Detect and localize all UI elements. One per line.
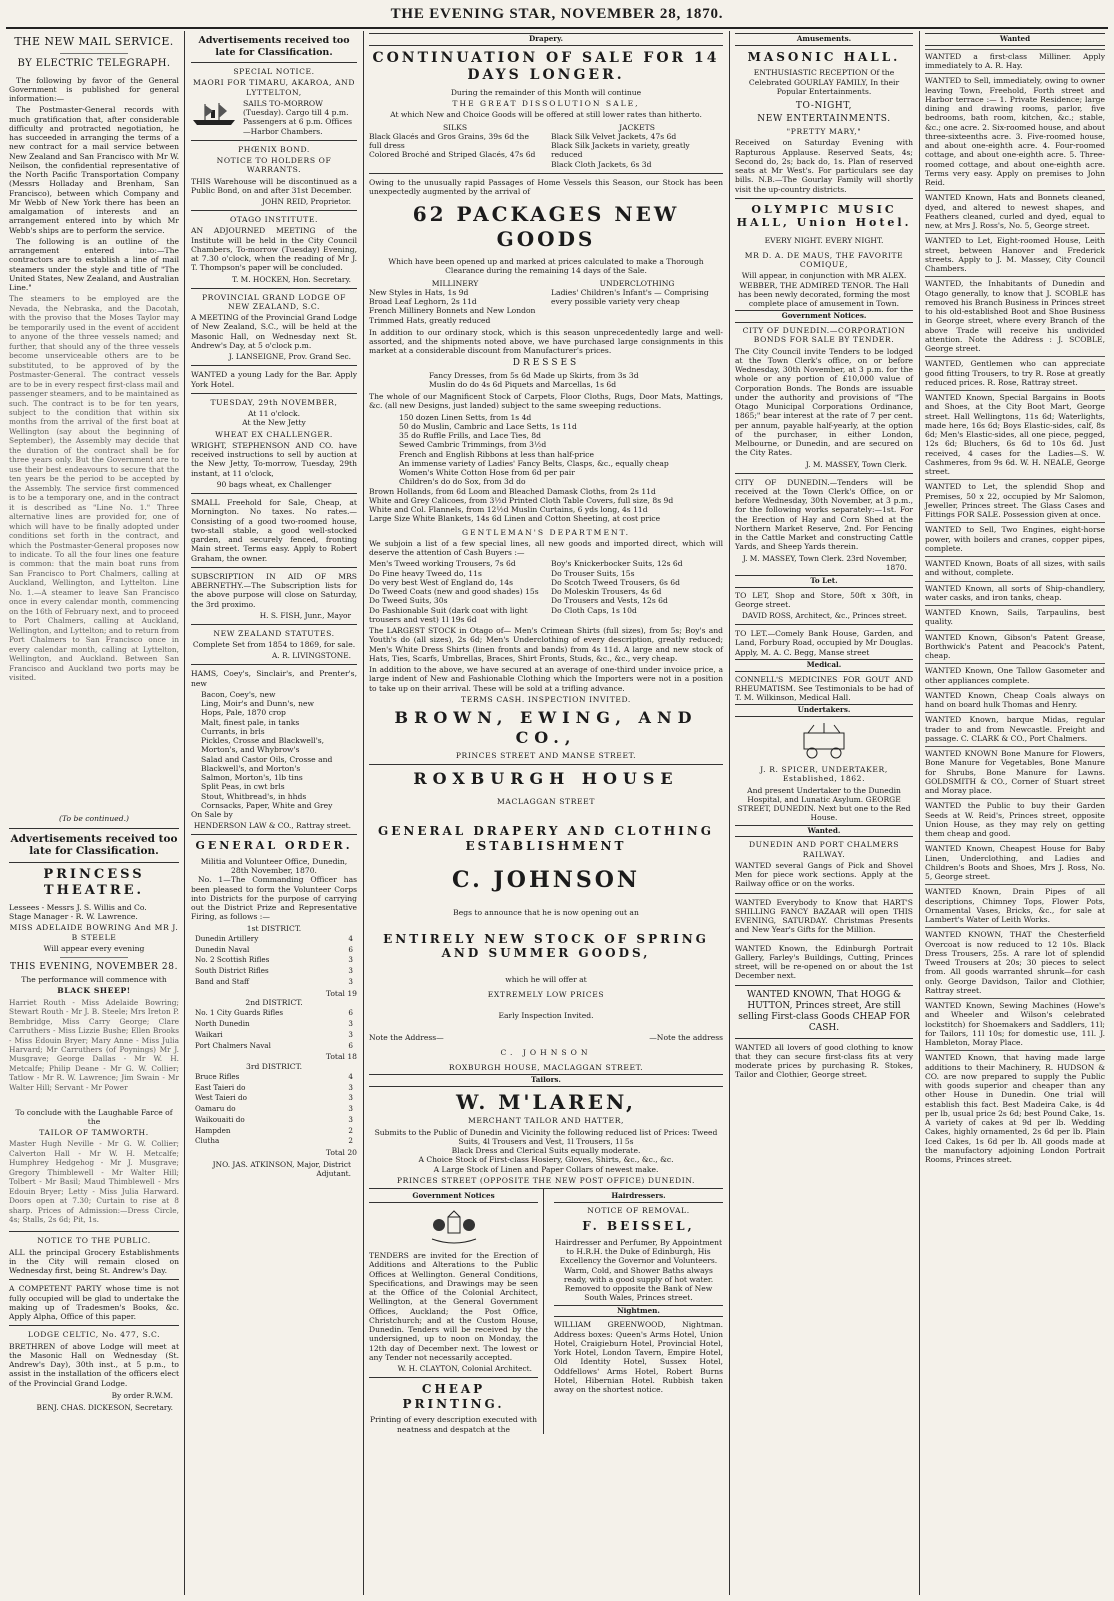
note-right: —Note the address — [649, 1032, 723, 1042]
warrants-body: THIS Warehouse will be discontinued as a Public Bond, on and after 31st December. — [191, 176, 357, 195]
maori-title: MAORI FOR TIMARU, AKAROA, AND LYTTELTON, — [192, 78, 356, 97]
tenders-body: TENDERS are invited for the Erection of Additions and Alterations to the Public Offices at Wellington. General Conditions, Specifications, and Drawings may be seen at the Office of the Colonial Architect, Wellington, at the General Government Offices, Auckland; the Post Office, Christchurch; and at the Custom House, Dunedin. Tenders will be received by the undersigned, up to noon on Monday, the 12th day of December next. The lowest or any Tender not necessarily accepted. — [369, 1251, 538, 1362]
district-count: 3 — [348, 1082, 353, 1092]
largest-text: The LARGEST STOCK in Otago of— Men's Crimean Shirts (full sizes), from 5s; Boy's and Youth's do (all sizes), 2s 6d; Men's Underclothing of every description, greatly reduced; Men's White Dress Shirts (linen fronts and bands) from 4s 11d. A large and new stock of Hats, Ties, Scarfs, Umbrellas, Braces, Shirt Fronts, Studs, &c., &c., very cheap. — [369, 626, 723, 663]
note-left: Note the Address— — [369, 1032, 444, 1042]
district-count: 2 — [348, 1125, 353, 1135]
gents-lists — [369, 559, 723, 624]
theatre-will: Will appear every evening — [43, 943, 145, 953]
district-row — [193, 978, 355, 987]
statutes-sig: A. R. LIVINGSTONE. — [271, 651, 351, 661]
district-corps: Hampden — [195, 1125, 231, 1135]
district-table — [191, 1007, 357, 1052]
wanted-ad: WANTED Known, barque Midas, regular trader to and from Newcastle. Freight and passage. C. CLARK & CO., Port Chalmers. — [925, 712, 1105, 743]
wanted-party-ad: A COMPETENT PARTY whose time is not fully occupied will be glad to undertake the making up of Tradesmen's Books, &c. Apply Alpha, Office of this paper. — [9, 1284, 179, 1322]
continued-note: (To be continued.) — [59, 814, 129, 824]
grand-lodge-sig: J. LANSEIGNE, Prov. Grand Sec. — [228, 352, 351, 362]
city-title: CITY OF DUNEDIN.—CORPORATION BONDS FOR SALE BY TENDER. — [742, 326, 906, 345]
gents-title: GENTLEMAN'S DEPARTMENT. — [461, 527, 630, 537]
johnson-low: EXTREMELY LOW PRICES — [487, 990, 605, 1000]
special-notice: SPECIAL NOTICE. — [233, 67, 315, 77]
district-corps: West Taieri do — [195, 1093, 247, 1103]
masthead — [0, 0, 1114, 26]
district-count: 4 — [348, 1071, 353, 1081]
roxburgh-title: ROXBURGH HOUSE — [413, 769, 679, 789]
sale-great: THE GREAT DISSOLUTION SALE, — [452, 99, 640, 109]
section-header: Drapery. — [369, 33, 723, 46]
masthead-title: THE EVENING STAR, NOVEMBER 28, 1870. — [390, 6, 724, 22]
district-corps: East Taieri do — [195, 1082, 246, 1092]
theatre-play: BLACK SHEEP! — [57, 986, 131, 996]
theatre-farce: To conclude with the Laughable Farce of the — [15, 1107, 173, 1126]
order-title: GENERAL ORDER. — [195, 839, 353, 853]
wanted-ad: WANTED Known, Gibson's Patent Grease, Borthwick's Patent and Peacock's Patent, cheap. — [925, 630, 1105, 661]
gents-right: Boy's Knickerbocker Suits, 12s 6d Do Trouser Suits, 15s Do Scotch Tweed Trousers, 6s 6d Do Moleskin Trousers, 4s 6d Do Trousers and Vests, 12s 6d Do Cloth Caps, 1s 10d — [551, 559, 683, 615]
farce-cast: Master Hugh Neville - Mr G. W. Collier; Calverton Hall - Mr W. H. Metcalfe; Humphrey Hedgehog - Mr J. Musgrave; Gregory Thimblewell - Mr Walter Hill; Tolbert - Mr Basil; Maud Thimblewell - Mrs Edouin Bryer; Letty - Miss Julia Harward. Doors open at 7.30; Curtain to rise at 8 sharp. Prices of Admission:—Dress Circle, 4s; Stalls, 2s 6d; Pit, 1s. — [9, 1139, 179, 1225]
district-row — [193, 1137, 355, 1146]
spicer-body: And present Undertaker to the Dunedin Hospital, and Lunatic Asylum. GEORGE STREET, DUNEDIN. Next but one to the Red House. — [737, 785, 911, 823]
column-2 — [186, 31, 362, 1595]
district-count: 6 — [348, 1008, 353, 1018]
district-total: Total 20 — [325, 1148, 357, 1158]
district-row — [193, 1042, 355, 1051]
warrants-title: NOTICE TO HOLDERS OF WARRANTS. — [216, 156, 332, 175]
subscription-sig: H. S. FISH, Junr., Mayor — [259, 610, 351, 620]
statutes-title: NEW ZEALAND STATUTES. — [213, 628, 335, 638]
district-total: Total 19 — [325, 988, 357, 998]
hearse-icon — [794, 721, 854, 761]
millinery-title: MILLINERY — [431, 278, 479, 288]
district-title: 3rd DISTRICT. — [246, 1061, 302, 1071]
theatre-comedy: The performance will commence with — [21, 975, 167, 985]
packages-body: Which have been opened up and marked at prices calculated to make a Thorough Clearance during the remaining 14 days of the Sale. — [388, 257, 704, 276]
district-count: 3 — [348, 1104, 353, 1114]
masonic-body: Received on Saturday Evening with Rapturous Applause. Reserved Seats, 4s; Second do, 2s; back do, 1s. Plan of reserved seats at Mr West's. For particulars see day bills. N.B.—The Gourlay Family will shortly visit the up-country districts. — [735, 138, 913, 194]
gents-intro: We subjoin a list of a few special lines, all new goods and imported direct, which will deserve the attention of Cash Buyers :— — [369, 538, 723, 558]
masonic-new-ent: NEW ENTERTAINMENTS. — [757, 114, 891, 125]
medical-body: CONNELL'S MEDICINES FOR GOUT AND RHEUMATISM. See Testimonials to be had of T. M. Wilkinson, Medical Hall. — [735, 674, 913, 703]
terms-text: TERMS CASH. INSPECTION INVITED. — [461, 694, 631, 704]
district-count: 3 — [348, 966, 353, 976]
order-sig: JNO. JAS. ATKINSON, Major, District Adjutant. — [212, 1159, 351, 1178]
wanted-ad: WANTED to Sell, immediately, owing to owner leaving Town, Freehold, Forth street and Harbor terrace :— 1. Private Residence; large dining and drawing rooms, parlor, five bedrooms, bath room, kitchen, &c.; stable, &c.; one acre. 2. Six-roomed house, and about three-sixteenths acre. 3. Five-roomed house, and about one-eighth acre. 4. Four-roomed cottage, and about one-eighth acre. 5. Three-roomed cottage, and about one-eighth acre. Terms very easy. Apply on premises to John Reid. — [925, 73, 1105, 187]
district-corps: South District Rifles — [195, 966, 269, 976]
silks-jackets — [369, 123, 723, 169]
article-body-continued: The steamers to be employed are the Nevada, the Nebraska, and the Dacotah, with the proviso that the Moses Taylor may be temporarily used in the event of accident to anyone of the three vessels named; and further, that should any of the three vessels become unserviceable others are to be substituted, to be approved of by the Postmaster-General. The contract vessels are to be in every respect first-class mail and passenger steamers, and to be maintained as such. The contract is to be for ten years, subject to the condition that within six months from the arrival of the first boat at Wellington (say about the beginning of September), the Assembly may decide that the duration of the contract shall be for three years only. But the Government are to use their best endeavours to secure that the ten years be the period to be accepted by the Assembly. The service first commenced is to be a temporary one, and in the contract it is described as "Line No. 1." Three alternative lines are provided for, one of which will have to be finally adopted under conditions set forth in the contract, and which the Postmaster-General proposes now to indicate. To all the four lines one feature is common: that the main boat runs from San Francisco to Port Chalmers, calling at Auckland, Wellington, and Lyttelton. Line No. 1.—A steamer to leave San Francisco once in every calendar month, commencing on the 16th of February next, and to proceed to Port Chalmers, calling at Auckland, Wellington, and Lyttelton; and to return from Port Chalmers to San Francisco once in every calendar month, calling at Lyttelton, Wellington, and Auckland. Between San Francisco and Auckland two ports may be visited. — [9, 294, 179, 683]
mlaren-address: PRINCES STREET (OPPOSITE THE NEW POST OFFICE) DUNEDIN. — [396, 1175, 696, 1185]
masonic-title: MASONIC HALL. — [747, 49, 901, 64]
section-header: Government Notices — [369, 1191, 538, 1203]
subscription-ad: SUBSCRIPTION IN AID OF MRS ABERNETHY.—The Subscription lists for the above purpose will close on Saturday, the 3rd proximo. — [191, 571, 357, 609]
article-paragraph: The following by favor of the General Government is published for general information:— — [9, 75, 179, 104]
johnson-begs: Begs to announce that he is now opening out an — [453, 908, 639, 918]
district-count: 3 — [348, 976, 353, 986]
railway-body: WANTED several Gangs of Pick and Shovel Men for piece work sections. Apply at the Railway office or on the works. — [735, 860, 913, 889]
wanted-ad: WANTED to Let, Eight-roomed House, Leith street, between Hanover and Frederick streets. Apply to J. M. Massey, City Council Chambers. — [925, 233, 1105, 273]
wanted-ad: WANTED, the Inhabitants of Dunedin and Otago generally, to know that J. SCOBLE has removed his Branch Business in Princes street to his old-established Boot and Shoe Business in George street, where every Branch of the above Trade will receive his undivided attention. Note the Address : J. SCOBLE, George street. — [925, 276, 1105, 353]
wanted-ad: WANTED Known, that having made large additions to their Machinery, R. HUDSON & CO. are now prepared to supply the Public with goods superior and cheaper than any other House in Dunedin. One trial will establish this fact. Best Madeira Cake, is 4d per lb, usual price 2s 6d; best Pound Cake, 1s. A variety of cakes at 9d per lb. Wedding Cakes, highly ornamented, 2s 6d per lb. Plain Iced Cakes, 1s 6d per lb. All goods made at the manufactory adjoining London Portrait Rooms, Princes street. — [925, 1050, 1105, 1164]
order-body: No. 1—The Commanding Officer has been pleased to form the Volunteer Corps into Districts for the purpose of carrying out the District Prize and Representative Firing, as follows :— — [191, 875, 357, 922]
cheap-title: CHEAP PRINTING. — [402, 1382, 505, 1411]
hollands-list: Brown Hollands, from 6d Loom and Bleached Damask Cloths, from 2s 11d White and Grey Calicoes, from 3½d Printed Cloth Table Covers, full size, 8s 9d White and Col. Flannels, from 12½d Muslin Curtains, 6 yds long, 4s 11d Large Size White Blankets, 14s 6d Linen and Cotton Sheeting, at cost price — [369, 486, 674, 524]
district-corps: Dunedin Naval — [195, 944, 250, 954]
dresses-title: DRESSES — [512, 357, 580, 368]
auction-place: At the New Jetty — [242, 418, 306, 428]
masonic-reception: ENTHUSIASTIC RECEPTION Of the Celebrated GOURLAY FAMILY, In their Popular Entertainments. — [748, 68, 900, 96]
grand-lodge-body: A MEETING of the Provincial Grand Lodge of New Zealand, S.C., will be held at the Masonic Hall, on Wednesday next St. Andrew's Day, at 5 o'clock p.m. — [191, 313, 357, 350]
lodge-body: BRETHREN of above Lodge will meet at the Masonic Hall on Wednesday (St. Andrew's Day), 30th inst., at 5 p.m., to assist in the installation of the officers elect of the Provincial Grand Lodge. — [9, 1341, 179, 1388]
carpets-text: The whole of our Magnificent Stock of Carpets, Floor Cloths, Rugs, Door Mats, Mattings, &c. (all new Designs, just landed) subject to the same sweeping reductions. — [369, 392, 723, 411]
theatre-title: PRINCESS THEATRE. — [43, 867, 145, 899]
district-row — [193, 1094, 355, 1103]
hogg-ad: WANTED KNOWN, That HOGG & HUTTON, Princes street, Are still selling First-class Goods CHEAP FOR CASH. — [738, 989, 910, 1033]
wanted-ad: WANTED Known, Sewing Machines (Howe's and Wheeler and Wilson's celebrated lockstitch) for Shoemakers and Saddlers, 11l; for Tailors, 11l 10s; for domestic use, 11l. J. Hambleton, Moray Place. — [925, 998, 1105, 1047]
addition2-text: In addition to the above, we have secured at an average of one-third under invoice price, a large indent of New and Fashionable Clothing which the Importers were not in a position to take up on their arrival. These will be sold at a trifling advance. — [369, 665, 723, 693]
column-4 — [730, 31, 918, 1595]
tolet1-body: TO LET, Shop and Store, 50ft x 30ft, in George street. — [735, 590, 913, 609]
packages-title: 62 PACKAGES NEW GOODS — [412, 202, 680, 251]
auction-date: TUESDAY, 29th NOVEMBER, — [210, 397, 338, 407]
district-corps: Band and Staff — [195, 976, 250, 986]
notice-title: NOTICE TO THE PUBLIC. — [37, 1236, 151, 1246]
millinery-list: New Styles in Hats, 1s 9d Broad Leaf Leghorn, 2s 11d French Millinery Bonnets and New London Trimmed Hats, greatly reduced — [369, 287, 536, 325]
district-total: Total 18 — [325, 1052, 357, 1062]
city-body: The City Council invite Tenders to be lodged at the Town Clerk's office, on or before Wednesday, 30th November, at 3 p.m. for the whole or any portion of £10,000 value of Corporation Bonds. The Bonds are issuable under the authority and provisions of "The Otago Municipal Corporations Ordinance, 1865;" bear interest at the rate of 7 per cent. per annum, payable half-yearly, at the option of the purchaser, in either London, Melbourne, or Dunedin, and are secured on the City Rates. — [735, 346, 913, 458]
johnson-address: ROXBURGH HOUSE, MACLAGGAN STREET. — [448, 1063, 644, 1073]
wanted-ad: WANTED Known, Drain Pipes of all descriptions, Chimney Tops, Flower Pots, Ornamental Vases, Bricks, &c., for sale at Lambert's Water of Leith Works. — [925, 884, 1105, 924]
phoenix-title: PHŒNIX BOND. — [238, 144, 310, 154]
addition-text: In addition to our ordinary stock, which is this season unprecedentedly large and well-assorted, and the shipments noted above, we have purchased large consignments in this market at a considerable discount from Manufacturer's prices. — [369, 327, 723, 356]
district-corps: Waikari — [195, 1029, 223, 1039]
underclothing-title: UNDERCLOTHING — [599, 278, 675, 288]
johnson-title: C. JOHNSON — [451, 867, 641, 894]
wanted-ad: WANTED to Let, the splendid Shop and Premises, 50 x 22, occupied by Mr Salomon, Jeweller, Princes street. The Glass Cases and Fittings FOR SALE. Possession given at once. — [925, 479, 1105, 519]
nightman-body: WILLIAM GREENWOOD, Nightman. Address boxes: Queen's Arms Hotel, Union Hotel, Craigieburn Hotel, Provincial Hotel, York Hotel, London Tavern, Empire Hotel, Old Identity Hotel, Sussex Hotel, Oddfellows' Arms Hotel, Robert Burns Hotel, Hibernian Hotel. Rubbish taken away on the shortest notice. — [554, 1320, 723, 1395]
section-header: Medical. — [735, 659, 913, 672]
railway-title: DUNEDIN AND PORT CHALMERS RAILWAY. — [748, 840, 900, 859]
city2-sig: J. M. MASSEY, Town Clerk. 23rd November, 1870. — [742, 553, 907, 572]
theatre-manager: Stage Manager - R. W. Lawrence. — [9, 912, 138, 922]
sale-title: CONTINUATION OF SALE FOR 14 DAYS LONGER. — [372, 49, 720, 83]
section-header: Amusements. — [735, 33, 913, 46]
district-corps: Waikouaiti do — [195, 1114, 245, 1124]
royal-crest-icon — [424, 1207, 484, 1247]
freehold-ad: SMALL Freehold for Sale, Cheap, at Mornington. No taxes. No rates.—Consisting of a good two-roomed house, two-stall stable, a good well-stocked garden, and securely fenced, fronting Main street. Terms easy. Apply to Robert Graham, the owner. — [191, 498, 357, 563]
district-row — [193, 1084, 355, 1093]
sale-during: During the remainder of this Month will continue — [450, 87, 642, 97]
mlaren-merchant: MERCHANT TAILOR AND HATTER, — [467, 1116, 625, 1126]
cheap-body: Printing of every description executed with neatness and despatch at the — [370, 1415, 537, 1434]
theatre-lessees: Lessees - Messrs J. S. Willis and Co. — [9, 902, 147, 912]
roxburgh-street: MACLAGGAN STREET — [496, 796, 595, 806]
district-row — [193, 1031, 355, 1040]
beissel-title: F. BEISSEL, — [582, 1219, 695, 1234]
tolet2-body: TO LET.—Comely Bank House, Garden, and Land, Forbury Road, occupied by Mr Douglas. Apply, M. A. C. Begg, Manse street — [735, 629, 913, 657]
brown-ewing-title: BROWN, EWING, AND CO., — [394, 708, 698, 747]
mlaren-choice: A Choice Stock of First-class Hosiery, Gloves, Shirts, &c., &c., &c. — [418, 1155, 674, 1165]
jackets-list: Black Silk Velvet Jackets, 47s 6d Black Silk Jackets in variety, greatly reduced Black Cloth Jackets, 6s 3d — [551, 131, 690, 169]
section-header: Government Notices. — [735, 310, 913, 323]
owing-text: Owing to the unusually rapid Passages of Home Vessels this Season, our Stock has been unexpectedly augmented by the arrival of — [369, 177, 723, 197]
article-subhead: BY ELECTRIC TELEGRAPH. — [17, 58, 171, 70]
theatre-stars: MISS ADELAIDE BOWRING And MR J. B STEELE — [9, 923, 179, 942]
olympic-maus: MR D. A. DE MAUS, THE FAVORITE COMIQUE, — [744, 250, 904, 270]
beissel-body: Hairdresser and Perfumer, By Appointment to H.R.H. the Duke of Edinburgh, His Excellency the Governor and Volunteers. Warm, Cold, and Shower Baths always ready, with a good supply of hot water. Removed to opposite the Bank of New South Wales, Princes street. — [554, 1237, 723, 1303]
district-row — [193, 1105, 355, 1114]
district-count: 6 — [348, 944, 353, 954]
district-corps: Bruce Rifles — [195, 1071, 240, 1081]
district-corps: Port Chalmers Naval — [195, 1040, 271, 1050]
johnson-sig: C. JOHNSON — [500, 1047, 592, 1057]
harts-ad: WANTED Everybody to Know that HART'S SHILLING FANCY BAZAAR will open THIS EVENING, SATURDAY. Christmas Presents and New Year's Gifts for the Million. — [735, 897, 913, 935]
district-count: 3 — [348, 1114, 353, 1124]
district-row — [193, 1009, 355, 1018]
article-headline: THE NEW MAIL SERVICE. — [14, 35, 174, 48]
section-header: Nightmen. — [554, 1305, 723, 1318]
statutes-body: Complete Set from 1854 to 1869, for sale. — [192, 640, 356, 650]
article-paragraph: The following is an outline of the arrangement entered into:—The contractors are to establish a line of mail steamers under the style and title of "The United States, New Zealand, and Australian Line." — [9, 236, 179, 293]
dresses-list: Fancy Dresses, from 5s 6d Made up Skirts, from 3s 3d Muslin do do 4s 6d Piquets and Marcellas, 1s 6d — [429, 370, 639, 389]
district-corps: Oamaru do — [195, 1104, 236, 1114]
column-3 — [364, 31, 728, 1595]
tolet1-sig: DAVID ROSS, Architect, &c., Princes street. — [741, 611, 907, 621]
district-row — [193, 956, 355, 965]
wanted-ad: WANTED Known, all sorts of Ship-chandlery, water casks, and iron tanks, cheap. — [925, 581, 1105, 603]
warrants-sig: JOHN REID, Proprietor. — [262, 197, 351, 207]
masonic-pretty: "PRETTY MARY," — [786, 127, 862, 137]
removal-title: NOTICE OF REMOVAL. — [587, 1206, 690, 1216]
district-row — [193, 1073, 355, 1082]
district-table — [191, 1071, 357, 1148]
grand-lodge-title: PROVINCIAL GRAND LODGE OF NEW ZEALAND, S.C. — [201, 292, 347, 311]
wanted-ad: WANTED a first-class Milliner. Apply immediately to A. R. Hay. — [925, 49, 1105, 71]
notice-body: ALL the principal Grocery Establishments in the City will remain closed on Wednesday first, being St. Andrew's Day. — [9, 1247, 179, 1276]
theatre-farce-name: TAILOR OF TAMWORTH. — [39, 1128, 149, 1138]
otago-body: AN ADJOURNED MEETING of the Institute will be held in the City Council Chambers, To-morrow (Tuesday) Evening, at 7.30 o'clock, when the reading of Mr J. T. Thompson's paper will be concluded. — [191, 226, 357, 273]
district-row — [193, 946, 355, 955]
district-corps: North Dunedin — [195, 1018, 250, 1028]
column-1 — [4, 31, 184, 1595]
section-header: Undertakers. — [735, 704, 913, 717]
district-corps: No. 2 Scottish Rifles — [195, 955, 270, 965]
district-count: 4 — [348, 933, 353, 943]
lovers-ad: WANTED all lovers of good clothing to know that they can secure first-class fits at very moderate prices by purchasing R. Stokes, Tailor and Clothier, George street. — [735, 1042, 913, 1080]
district-title: 2nd DISTRICT. — [245, 997, 303, 1007]
auction-body: WRIGHT, STEPHENSON AND CO. have received instructions to sell by auction at the New Jetty, To-morrow, Tuesday, 29th instant, at 11 o'clock, — [191, 440, 357, 478]
wanted-ad: WANTED the Public to buy their Garden Seeds at W. Reid's, Princes street, opposite Union House, as they may rely on getting them cheap and good. — [925, 798, 1105, 838]
mlaren-black: Black Dress and Clerical Suits equally moderate. — [451, 1146, 641, 1156]
note-address — [369, 1033, 723, 1042]
hams-sale: On Sale by — [191, 810, 233, 820]
spicer-title: J. R. SPICER, UNDERTAKER, Established, 1862. — [760, 765, 888, 784]
hams-sig: HENDERSON LAW & CO., Rattray street. — [193, 821, 351, 831]
underclothing-list: Ladies' Children's Infant's — Comprising every possible variety very cheap — [551, 287, 709, 307]
linen-list: 150 dozen Linen Setts, from 1s 4d 50 do Muslin, Cambric and Lace Setts, 1s 11d 35 do Ruffle Frills, and Lace Ties, 8d Sewed Cambric Trimmings, from 3½d French and English Ribbons at less than half-price An immense variety of Ladies' Fancy Belts, Clasps, &c., equally cheap Women's White Cotton Hose from 6d per pair Children's do do Sox, from 3d do — [399, 412, 669, 487]
district-table — [191, 933, 357, 989]
hams-title: HAMS, Coey's, Sinclair's, and Prenter's, new — [191, 669, 357, 688]
district-corps: No. 1 City Guards Rifles — [195, 1008, 284, 1018]
general-title: GENERAL DRAPERY AND CLOTHING ESTABLISHMENT — [377, 824, 715, 853]
section-header: To Let. — [735, 575, 913, 588]
district-count: 3 — [348, 955, 353, 965]
column-5 — [920, 31, 1110, 1595]
wanted-lady-ad: WANTED a young Lady for the Bar. Apply York Hotel. — [191, 370, 357, 389]
theatre-cast: Harriet Routh - Miss Adelaide Bowring; Stewart Routh - Mr J. B. Steele; Mrs Ireton P. Bembridge, Miss Carry George; Clare Carruthers - Miss Lizzie Bushe; Ellen Brooks - Miss Edouin Bryer; Mary Anne - Miss Julia Harvard; Mr Carruthers (of Poynings) Mr J. Musgrave; George Dallas - Mr W. H. Metcalfe; Philip Deane - Mr G. W. Collier; Tatlow - Mr R. W. Lawrence; Jim Swain - Mr Walter Hill; Servant - Mr Power — [9, 997, 179, 1092]
district-count: 3 — [348, 1093, 353, 1103]
sale-at: At which New and Choice Goods will be offered at still lower rates than hitherto. — [390, 110, 702, 120]
wanted-ad: WANTED Known, Hats and Bonnets cleaned, dyed, and altered to newest shapes, and Feathers cleaned, curled and dyed, equal to new, at Mrs J. Ross's, No. 5, George street. — [925, 190, 1105, 230]
wanted-ad: WANTED Known, Sails, Tarpaulins, best quality. — [925, 605, 1105, 627]
wanted-ad: WANTED KNOWN Bone Manure for Flowers, Bone Manure for Vegetables, Bone Manure for Shrubs, Bone Manure for Lawns. GOLDSMITH & CO., Corner of Stuart street and Moray place. — [925, 746, 1105, 795]
district-corps: Dunedin Artillery — [195, 933, 259, 943]
millinery-under — [369, 279, 723, 325]
wanted-list — [925, 49, 1105, 1165]
masthead-rule — [6, 27, 1108, 29]
district-corps: Clutha — [195, 1136, 220, 1146]
entirely-title: ENTIRELY NEW STOCK OF SPRING AND SUMMER GOODS, — [383, 931, 709, 961]
wanted-ad: WANTED to Sell, Two Engines, eight-horse power, with boilers and cranes, copper pipes, complete. — [925, 522, 1105, 553]
district-title: 1st DISTRICT. — [246, 923, 302, 933]
city2-body: CITY OF DUNEDIN.—Tenders will be received at the Town Clerk's Office, on or before Wednesday, 30th November, at 3 p.m., for the following works separately:—1st. For the Erection of Hay and Corn Shed at the Northern Market Reserve, 2nd. For Fencing in the Cattle Market and constructing Cattle Yards, and Sheep Yards therein. — [735, 477, 913, 552]
district-count: 6 — [348, 1040, 353, 1050]
column-divider — [184, 31, 185, 1595]
johnson-early: Early Inspection Invited. — [498, 1011, 594, 1021]
olympic-title: OLYMPIC MUSIC HALL, Union Hotel. — [736, 202, 912, 230]
bottom-split — [369, 1188, 723, 1434]
mlaren-linen: A Large Stock of Linen and Paper Collars of newest make. — [433, 1164, 659, 1174]
sailing-details: SAILS TO-MORROW (Tuesday). Cargo till 4 p.m. Passengers at 6 p.m. Offices—Harbor Chambers. — [243, 98, 353, 136]
district-count: 3 — [348, 1029, 353, 1039]
district-row — [193, 967, 355, 976]
silks-title: SILKS — [442, 122, 468, 132]
mlaren-title: W. M'LAREN, — [456, 1090, 636, 1115]
section-heading: Advertisements received too late for Classification. — [10, 832, 178, 858]
brown-address: PRINCES STREET AND MANSE STREET. — [455, 751, 637, 761]
district-count: 3 — [348, 1018, 353, 1028]
district-row — [193, 935, 355, 944]
city-sig: J. M. MASSEY, Town Clerk. — [805, 459, 907, 469]
mlaren-submits: Submits to the Public of Dunedin and Vicinity the following reduced list of Prices: Tweed Suits, 4l Trousers and Vest, 1l Trousers, 1l 5s — [374, 1127, 718, 1146]
article-paragraph: The Postmaster-General records with much gratification that, after considerable difficulty and protracted negotiation, he has succeeded in arranging the terms of a new contract for a mail service between New Zealand and San Francisco with Mr W. Neilson, the confidential representative of the North Pacific Transportation Company (Messrs Holladay and Brenham, San Francisco), between which Company and Mr Webb of New York there has been an amalgamation of interests and an arrangement entered into by which Mr Webb's ships are to perform the service. — [9, 105, 179, 235]
olympic-body: Will appear, in conjunction with MR ALEX. WEBBER, THE ADMIRED TENOR. The Hall has been newly decorated, forming the most complete place of amusement in Town. — [738, 271, 910, 309]
hams-list: Bacon, Coey's, new Ling, Moir's and Dunn's, new Hops, Pale, 1870 crop Malt, finest pale, in tanks Currants, in brls Pickles, Crosse and Blackwell's, Morton's, and Whybrow's Salad and Castor Oils, Crosse and Blackwell's, and Morton's Salmon, Morton's, 1lb tins Split Peas, in cwt brls Stout, Whitbread's, in hhds Cornsacks, Paper, White and Grey — [201, 689, 333, 810]
district-count: 2 — [348, 1136, 353, 1146]
ship-icon — [191, 101, 239, 127]
wanted-ad: WANTED, Gentlemen who can appreciate good fitting Trousers, to try R. Rose at greatly reduced prices. R. Rose, Rattray street. — [925, 356, 1105, 387]
silks-list: Black Glacés and Gros Grains, 39s 6d the full dress Colored Broché and Striped Glacés, 47s 6d — [369, 131, 536, 160]
lodge-sig: By order R.W.M. — [111, 1390, 173, 1400]
district-row — [193, 1020, 355, 1029]
wanted-ad: WANTED Known, Boats of all sizes, with sails and without, complete. — [925, 556, 1105, 578]
johnson-offer: which he will offer at — [505, 974, 587, 984]
wanted-ad: WANTED Known, One Tallow Gasometer and other appliances complete. — [925, 663, 1105, 685]
tenders-sig: W. H. CLAYTON, Colonial Architect. — [397, 1364, 532, 1374]
order-sub: Militia and Volunteer Office, Dunedin, 28th November, 1870. — [200, 856, 348, 875]
section-header: Wanted. — [735, 825, 913, 838]
lodge-title: LODGE CELTIC, No. 477, S.C. — [27, 1330, 161, 1340]
gallery-ad: WANTED Known, the Edinburgh Portrait Gallery, Farley's Buildings, Cutting, Princes street, will be re-opened on or about the 1st December next. — [735, 943, 913, 981]
otago-title: OTAGO INSTITUTE. — [229, 215, 319, 225]
olympic-every: EVERY NIGHT. EVERY NIGHT. — [764, 235, 884, 245]
section-header: Tailors. — [369, 1074, 723, 1087]
district-row — [193, 1127, 355, 1136]
section-header: Hairdressers. — [554, 1191, 723, 1203]
wanted-ad: WANTED Known, Cheap Coals always on hand on board hulk Thomas and Henry. — [925, 688, 1105, 710]
section-header: Wanted — [925, 33, 1105, 46]
district-row — [193, 1116, 355, 1125]
wanted-ad: WANTED Known, Special Bargains in Boots and Shoes, at the City Boot Mart, George street. Hall Wellingtons, 11s 6d; Waterlights, made here, 16s 6d; Boys Elastic-sides, calf, 8s 6d; Men's Elastic-sides, all one piece, pegged, 12s 6d; Bluchers, 6s 6d to 10s 6d. Just received, 4 cases for the Ladies—S. W. Cashmeres, from 9s 6d. W. H. NEALE, George street. — [925, 390, 1105, 476]
theatre-date: THIS EVENING, NOVEMBER 28. — [9, 962, 179, 973]
wanted-ad: WANTED Known, Cheapest House for Baby Linen, Underclothing, and Ladies and Children's Boots and Shoes, Mrs J. Ross, No. 5, George street. — [925, 841, 1105, 881]
gents-left: Men's Tweed working Trousers, 7s 6d Do Fine heavy Tweed do, 11s Do very best West of England do, 14s Do Tweed Coats (new and good shades) 15s Do Tweed Suits, 30s Do Fashionable Suit (dark coat with light trousers and vest) 1l 19s 6d — [369, 559, 539, 624]
otago-sig: T. M. HOCKEN, Hon. Secretary. — [232, 274, 351, 284]
auction-title: WHEAT EX CHALLENGER. — [215, 429, 333, 439]
masonic-tonight: TO-NIGHT, — [795, 101, 853, 112]
jackets-title: JACKETS — [619, 122, 655, 132]
auction-time: At 11 o'clock. — [247, 409, 301, 418]
lodge-sig: BENJ. CHAS. DICKESON, Secretary. — [36, 1402, 173, 1412]
section-heading: Advertisements received too late for Classification. — [198, 35, 350, 58]
wanted-ad: WANTED KNOWN, THAT the Chesterfield Overcoat is now reduced to 12 10s. Black Dress Trousers, 25s. A rare lot of splendid Tweed Trousers at 20s; 30 pieces to select from. All goods warranted shrunk—for cash only. George Davidson, Tailor and Clothier, Rattray street. — [925, 927, 1105, 995]
auction-lot: 90 bags wheat, ex Challenger — [216, 479, 332, 489]
